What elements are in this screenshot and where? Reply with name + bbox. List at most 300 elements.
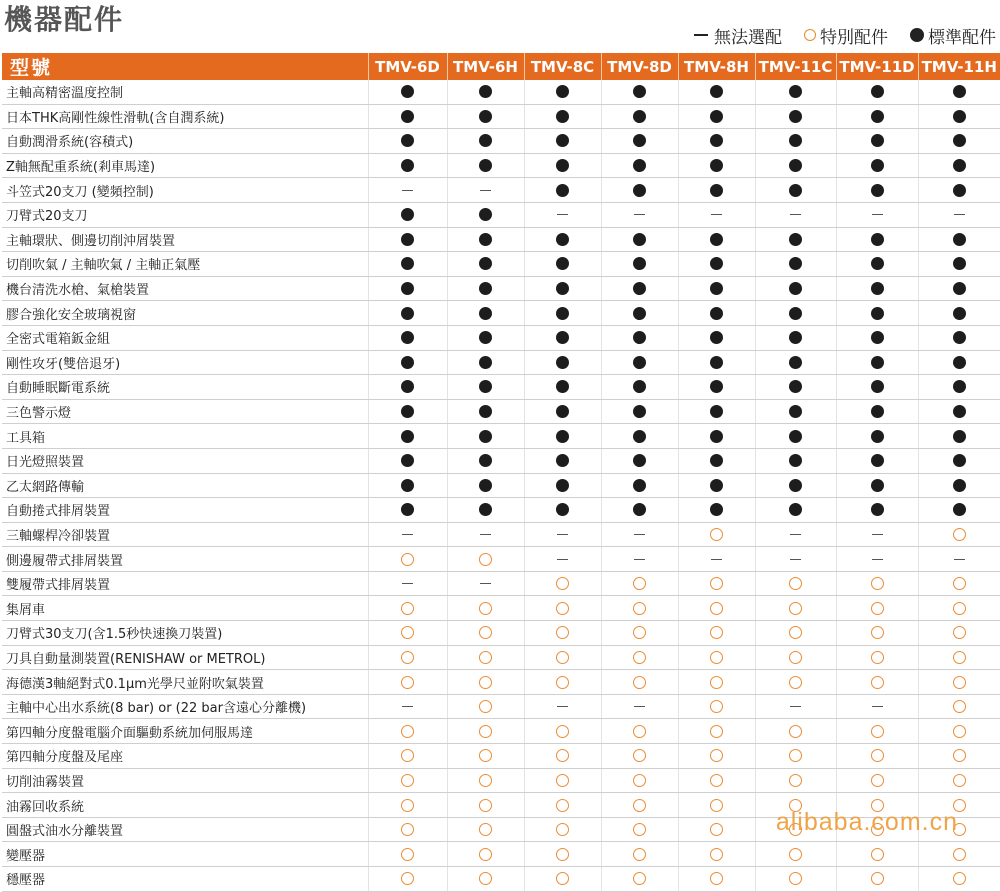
standard-dot-icon (633, 307, 646, 320)
optional-ring-icon (953, 676, 966, 689)
standard-dot-icon (401, 479, 414, 492)
availability-cell (918, 670, 1000, 695)
standard-dot-icon (401, 356, 414, 369)
availability-cell (447, 744, 524, 769)
availability-cell (447, 252, 524, 277)
feature-name: 剛性攻牙(雙倍退牙) (2, 350, 368, 375)
availability-cell (678, 301, 755, 326)
standard-dot-icon (953, 184, 966, 197)
availability-cell (368, 817, 447, 842)
availability-cell (524, 153, 601, 178)
availability-cell (447, 448, 524, 473)
availability-cell (755, 670, 836, 695)
not-available-dash-icon (872, 706, 883, 707)
standard-dot-icon (479, 503, 492, 516)
optional-ring-icon (479, 553, 492, 566)
standard-dot-icon (633, 356, 646, 369)
feature-name: 自動捲式排屑裝置 (2, 498, 368, 523)
standard-dot-icon (479, 307, 492, 320)
feature-name: 自動睡眠斷電系統 (2, 375, 368, 400)
standard-dot-icon (871, 85, 884, 98)
table-row (2, 670, 1000, 695)
availability-cell (524, 498, 601, 523)
availability-cell (836, 375, 918, 400)
standard-dot-icon (871, 110, 884, 123)
standard-dot-icon (479, 331, 492, 344)
optional-ring-icon (401, 749, 414, 762)
optional-ring-icon (633, 823, 646, 836)
availability-cell (447, 227, 524, 252)
standard-dot-icon (479, 208, 492, 221)
availability-cell (678, 153, 755, 178)
availability-cell (918, 424, 1000, 449)
table-row (2, 867, 1000, 892)
model-header: TMV-6H (447, 53, 524, 80)
availability-cell (836, 104, 918, 129)
feature-name: 雙履帶式排屑裝置 (2, 571, 368, 596)
availability-cell (918, 744, 1000, 769)
optional-ring-icon (789, 749, 802, 762)
legend-optional-label: 特別配件 (820, 27, 888, 48)
standard-dot-icon (479, 159, 492, 172)
not-available-dash-icon (402, 706, 413, 707)
standard-dot-icon (871, 159, 884, 172)
availability-cell (524, 768, 601, 793)
optional-ring-icon (556, 872, 569, 885)
availability-cell (601, 498, 678, 523)
availability-cell (918, 227, 1000, 252)
optional-ring-icon (871, 676, 884, 689)
availability-cell (601, 301, 678, 326)
model-header: TMV-11D (836, 53, 918, 80)
availability-cell (447, 621, 524, 646)
table-row (2, 227, 1000, 252)
standard-dot-icon (953, 159, 966, 172)
availability-cell (836, 448, 918, 473)
feature-name: 變壓器 (2, 842, 368, 867)
availability-cell (836, 768, 918, 793)
availability-cell (678, 375, 755, 400)
availability-cell (836, 202, 918, 227)
optional-ring-icon (953, 528, 966, 541)
availability-cell (447, 80, 524, 104)
model-header: TMV-8C (524, 53, 601, 80)
availability-cell (918, 375, 1000, 400)
standard-dot-icon (556, 356, 569, 369)
availability-cell (524, 350, 601, 375)
standard-dot-icon (710, 307, 723, 320)
availability-cell (678, 621, 755, 646)
availability-cell (524, 694, 601, 719)
availability-cell (836, 473, 918, 498)
feature-name: 油霧回收系統 (2, 793, 368, 818)
availability-cell (918, 694, 1000, 719)
availability-cell (447, 719, 524, 744)
standard-dot-icon (401, 233, 414, 246)
standard-dot-icon (479, 85, 492, 98)
availability-cell (368, 719, 447, 744)
table-row (2, 104, 1000, 129)
availability-cell (678, 473, 755, 498)
availability-cell (836, 80, 918, 104)
page-title: 機器配件 (4, 3, 125, 36)
availability-cell (755, 301, 836, 326)
availability-cell (601, 842, 678, 867)
table-row (2, 719, 1000, 744)
availability-cell (524, 104, 601, 129)
availability-cell (755, 867, 836, 892)
feature-name: 三軸螺桿冷卻裝置 (2, 522, 368, 547)
availability-cell (836, 522, 918, 547)
availability-cell (836, 252, 918, 277)
optional-ring-icon (953, 749, 966, 762)
availability-cell (678, 867, 755, 892)
standard-dot-icon (633, 134, 646, 147)
standard-dot-icon (871, 134, 884, 147)
not-available-dash-icon (634, 559, 645, 560)
feature-name: 乙太網路傳輸 (2, 473, 368, 498)
availability-cell (524, 670, 601, 695)
table-row (2, 498, 1000, 523)
availability-cell (524, 424, 601, 449)
availability-cell (836, 301, 918, 326)
optional-ring-icon (633, 577, 646, 590)
availability-cell (678, 424, 755, 449)
standard-dot-icon (789, 380, 802, 393)
availability-cell (524, 399, 601, 424)
availability-cell (836, 670, 918, 695)
not-available-dash-icon (872, 534, 883, 535)
availability-cell (601, 424, 678, 449)
availability-cell (368, 793, 447, 818)
standard-dot-icon (953, 503, 966, 516)
optional-ring-icon (633, 651, 646, 664)
standard-dot-icon (556, 282, 569, 295)
standard-dot-icon (871, 380, 884, 393)
availability-cell (601, 670, 678, 695)
standard-dot-icon (401, 405, 414, 418)
optional-ring-icon (401, 823, 414, 836)
availability-cell (836, 842, 918, 867)
optional-ring-icon (556, 799, 569, 812)
availability-cell (368, 547, 447, 572)
availability-cell (755, 621, 836, 646)
availability-cell (524, 448, 601, 473)
feature-name: 日本THK高剛性線性滑軌(含自潤系統) (2, 104, 368, 129)
standard-dot-icon (479, 257, 492, 270)
optional-ring-icon (953, 577, 966, 590)
standard-dot-icon (789, 233, 802, 246)
standard-dot-icon (953, 454, 966, 467)
availability-cell (678, 522, 755, 547)
availability-cell (368, 202, 447, 227)
table-row (2, 375, 1000, 400)
standard-dot-icon (953, 257, 966, 270)
table-row (2, 350, 1000, 375)
standard-dot-icon (871, 184, 884, 197)
not-available-dash-icon (790, 534, 801, 535)
availability-cell (524, 178, 601, 203)
availability-cell (678, 227, 755, 252)
standard-dot-icon (633, 331, 646, 344)
feature-name: 第四軸分度盤電腦介面驅動系統加伺服馬達 (2, 719, 368, 744)
table-row (2, 694, 1000, 719)
standard-dot-icon (953, 85, 966, 98)
availability-cell (524, 571, 601, 596)
availability-cell (918, 719, 1000, 744)
availability-cell (678, 252, 755, 277)
standard-dot-icon (556, 479, 569, 492)
availability-cell (524, 202, 601, 227)
standard-dot-icon (556, 307, 569, 320)
availability-cell (918, 178, 1000, 203)
standard-dot-icon (401, 307, 414, 320)
optional-ring-icon (556, 577, 569, 590)
availability-cell (524, 276, 601, 301)
availability-cell (447, 522, 524, 547)
feature-name: 切削吹氣 / 主軸吹氣 / 主軸正氣壓 (2, 252, 368, 277)
optional-ring-icon (479, 823, 492, 836)
optional-ring-icon (710, 651, 723, 664)
table-row (2, 80, 1000, 104)
availability-cell (755, 325, 836, 350)
table-row (2, 252, 1000, 277)
availability-cell (755, 276, 836, 301)
standard-dot-icon (953, 356, 966, 369)
availability-cell (755, 473, 836, 498)
standard-dot-icon (871, 331, 884, 344)
standard-dot-icon (479, 356, 492, 369)
availability-cell (918, 842, 1000, 867)
availability-cell (836, 399, 918, 424)
availability-cell (447, 498, 524, 523)
availability-cell (524, 793, 601, 818)
availability-cell (836, 694, 918, 719)
standard-dot-icon (479, 405, 492, 418)
optional-ring-icon (556, 823, 569, 836)
availability-cell (918, 522, 1000, 547)
legend (694, 22, 996, 48)
optional-ring-icon (953, 602, 966, 615)
standard-dot-icon (871, 257, 884, 270)
standard-dot-icon (710, 503, 723, 516)
optional-ring-icon (710, 602, 723, 615)
availability-cell (368, 596, 447, 621)
feature-name: Z軸無配重系統(剎車馬達) (2, 153, 368, 178)
availability-cell (524, 842, 601, 867)
availability-cell (918, 325, 1000, 350)
availability-cell (447, 129, 524, 154)
availability-cell (368, 498, 447, 523)
standard-dot-icon (401, 208, 414, 221)
availability-cell (755, 719, 836, 744)
availability-cell (447, 596, 524, 621)
availability-cell (601, 596, 678, 621)
model-header: TMV-6D (368, 53, 447, 80)
availability-cell (755, 178, 836, 203)
optional-ring-icon (789, 848, 802, 861)
optional-ring-icon (479, 774, 492, 787)
availability-cell (918, 301, 1000, 326)
optional-ring-icon (953, 626, 966, 639)
availability-cell (918, 645, 1000, 670)
availability-cell (524, 744, 601, 769)
availability-cell (918, 80, 1000, 104)
not-available-dash-icon (402, 583, 413, 584)
standard-dot-icon (633, 479, 646, 492)
availability-cell (447, 473, 524, 498)
availability-cell (918, 153, 1000, 178)
availability-cell (836, 596, 918, 621)
standard-dot-icon (871, 356, 884, 369)
table-row (2, 547, 1000, 572)
availability-cell (755, 375, 836, 400)
optional-ring-icon (479, 602, 492, 615)
standard-dot-icon (953, 307, 966, 320)
availability-cell (524, 252, 601, 277)
optional-ring-icon (479, 799, 492, 812)
not-available-dash-icon (954, 559, 965, 560)
optional-ring-icon (401, 848, 414, 861)
feature-name: 日光燈照裝置 (2, 448, 368, 473)
not-available-dash-icon (480, 583, 491, 584)
availability-cell (601, 645, 678, 670)
availability-cell (678, 744, 755, 769)
optional-ring-icon (556, 602, 569, 615)
standard-dot-icon (789, 479, 802, 492)
standard-dot-icon (401, 159, 414, 172)
optional-ring-icon (710, 799, 723, 812)
optional-ring-icon (710, 700, 723, 713)
standard-dot-icon (789, 307, 802, 320)
table-row (2, 178, 1000, 203)
availability-cell (755, 104, 836, 129)
standard-dot-icon (953, 331, 966, 344)
standard-dot-icon (633, 110, 646, 123)
optional-ring-icon (479, 651, 492, 664)
availability-cell (755, 571, 836, 596)
table-row (2, 842, 1000, 867)
availability-cell (836, 227, 918, 252)
availability-cell (836, 350, 918, 375)
availability-cell (447, 202, 524, 227)
availability-cell (447, 867, 524, 892)
optional-ring-icon (479, 626, 492, 639)
availability-cell (836, 129, 918, 154)
availability-cell (368, 227, 447, 252)
optional-ring-icon (871, 725, 884, 738)
table-row (2, 276, 1000, 301)
feature-name: 主軸中心出水系統(8 bar) or (22 bar含遠心分離機) (2, 694, 368, 719)
standard-dot-icon (633, 233, 646, 246)
standard-dot-icon (479, 454, 492, 467)
optional-ring-icon (953, 872, 966, 885)
table-row (2, 645, 1000, 670)
standard-dot-icon (633, 257, 646, 270)
availability-cell (836, 178, 918, 203)
availability-cell (524, 375, 601, 400)
availability-cell (678, 817, 755, 842)
not-available-dash-icon (872, 559, 883, 560)
ring-icon (804, 29, 816, 41)
availability-cell (368, 325, 447, 350)
optional-ring-icon (953, 774, 966, 787)
feature-name: 穩壓器 (2, 867, 368, 892)
optional-ring-icon (871, 602, 884, 615)
optional-ring-icon (479, 676, 492, 689)
standard-dot-icon (710, 85, 723, 98)
availability-cell (447, 153, 524, 178)
standard-dot-icon (871, 503, 884, 516)
availability-cell (524, 867, 601, 892)
standard-dot-icon (633, 184, 646, 197)
not-available-dash-icon (634, 706, 645, 707)
availability-cell (601, 571, 678, 596)
availability-cell (601, 621, 678, 646)
availability-cell (368, 104, 447, 129)
availability-cell (836, 153, 918, 178)
availability-cell (524, 129, 601, 154)
availability-cell (368, 178, 447, 203)
availability-cell (447, 768, 524, 793)
feature-name: 自動潤滑系統(容積式) (2, 129, 368, 154)
standard-dot-icon (401, 110, 414, 123)
availability-cell (447, 645, 524, 670)
availability-cell (524, 645, 601, 670)
availability-cell (918, 621, 1000, 646)
standard-dot-icon (953, 134, 966, 147)
availability-cell (755, 842, 836, 867)
optional-ring-icon (556, 848, 569, 861)
availability-cell (755, 645, 836, 670)
optional-ring-icon (710, 848, 723, 861)
optional-ring-icon (871, 848, 884, 861)
legend-na-label: 無法選配 (714, 27, 782, 48)
standard-dot-icon (556, 184, 569, 197)
standard-dot-icon (401, 134, 414, 147)
standard-dot-icon (556, 85, 569, 98)
optional-ring-icon (479, 848, 492, 861)
availability-cell (918, 867, 1000, 892)
standard-dot-icon (479, 233, 492, 246)
standard-dot-icon (401, 257, 414, 270)
standard-dot-icon (401, 454, 414, 467)
not-available-dash-icon (790, 706, 801, 707)
availability-cell (368, 375, 447, 400)
standard-dot-icon (871, 307, 884, 320)
availability-cell (524, 80, 601, 104)
availability-cell (755, 694, 836, 719)
model-header: TMV-11H (918, 53, 1000, 80)
availability-cell (836, 547, 918, 572)
availability-cell (678, 670, 755, 695)
table-row (2, 202, 1000, 227)
availability-cell (601, 80, 678, 104)
optional-ring-icon (789, 651, 802, 664)
standard-dot-icon (401, 380, 414, 393)
availability-cell (918, 596, 1000, 621)
feature-header: 型號 (2, 53, 368, 80)
optional-ring-icon (556, 651, 569, 664)
table-row (2, 522, 1000, 547)
standard-dot-icon (710, 380, 723, 393)
standard-dot-icon (479, 282, 492, 295)
optional-ring-icon (710, 774, 723, 787)
not-available-dash-icon (557, 534, 568, 535)
availability-cell (918, 473, 1000, 498)
optional-ring-icon (401, 774, 414, 787)
availability-cell (368, 153, 447, 178)
